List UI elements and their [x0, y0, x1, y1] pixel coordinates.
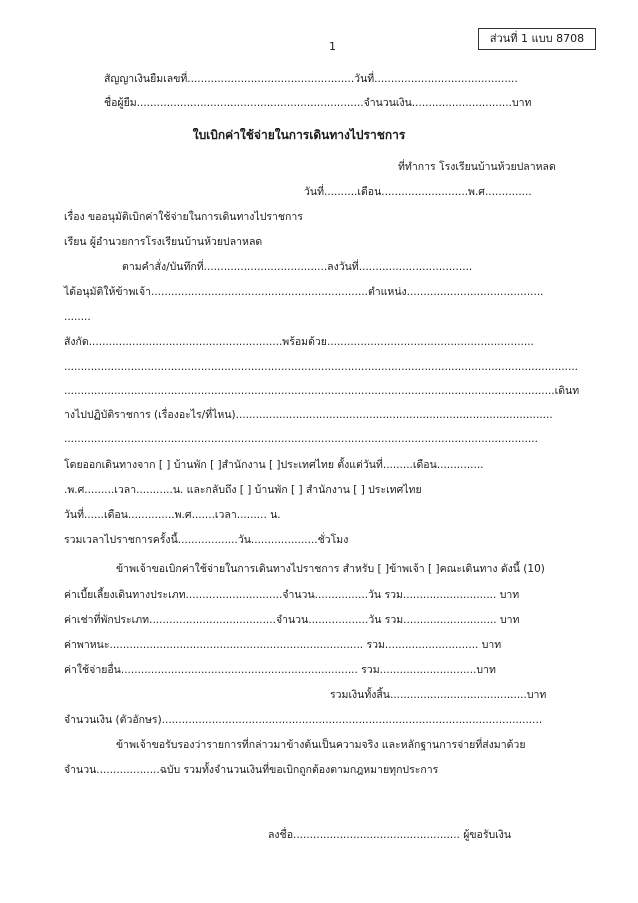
signature-line: ลงชื่อ.................................................. ผู้ขอรับเงิน — [268, 829, 512, 841]
transport-line: ค่าพาหนะ............................................................................ รวม............................ บาท — [64, 639, 502, 651]
companions-line-2: ...................................................................................................................................................เดินท — [64, 385, 580, 397]
salutation-line: เรียน ผู้อำนวยการโรงเรียนบ้านห้วยปลาหลด — [64, 236, 263, 248]
grand-total-line: รวมเงินทั้งสิ้น.........................................บาท — [330, 689, 547, 701]
lodging-line: ค่าเช่าที่พักประเภท......................................จำนวน..................วัน รวม............................ บาท — [64, 614, 520, 626]
return-date-line: วันที่......เดือน..............พ.ศ.......เวลา......... น. — [64, 509, 281, 521]
return-line: .พ.ศ.........เวลา...........น. และกลับถึง [ ] บ้านพัก [ ] สำนักงาน [ ] ประเทศไทย — [64, 484, 422, 496]
form-part-label: ส่วนที่ 1 แบบ 8708 — [478, 28, 596, 50]
approval-cont-line: ........ — [64, 311, 91, 323]
claim-intro-line: ข้าพเจ้าขอเบิกค่าใช้จ่ายในการเดินทางไปราชการ สำหรับ [ ]ข้าพเจ้า [ ]คณะเดินทาง ดังนี้ (10) — [116, 563, 545, 575]
page-number: 1 — [329, 40, 336, 53]
documents-count-line: จำนวน...................ฉบับ รวมทั้งจำนวนเงินที่ขอเบิกถูกต้องตามกฎหมายทุกประการ — [64, 764, 439, 776]
date-line: วันที่..........เดือน..........................พ.ศ.............. — [304, 186, 532, 198]
other-expense-line: ค่าใช้จ่ายอื่น....................................................................... รวม.............................บาท — [64, 664, 496, 676]
loan-contract-line: สัญญาเงินยืมเลขที่..................................................วันที่........................................... — [104, 73, 518, 85]
allowance-line: ค่าเบี้ยเลี้ยงเดินทางประเภท.............................จำนวน................วัน รวม............................ บาท — [64, 589, 520, 601]
purpose-line: างไปปฏิบัติราชการ (เรื่องอะไร/ที่ไหน)............................................................................................... — [64, 409, 553, 421]
form-title: ใบเบิกค่าใช้จ่ายในการเดินทางไปราชการ — [192, 128, 406, 142]
borrower-line: ชื่อผู้ยืม....................................................................จำนวนเงิน..............................บาท — [104, 97, 532, 109]
departure-line: โดยออกเดินทางจาก [ ] บ้านพัก [ ]สำนักงาน [ ]ประเทศไทย ตั้งแต่วันที่.........เดือน.............. — [64, 459, 484, 471]
affiliation-line: สังกัด..........................................................พร้อมด้วย.............................................................. — [64, 336, 534, 348]
companions-line-1: .......................................................................................................................................................... — [64, 361, 578, 373]
amount-in-words-line: จำนวนเงิน (ตัวอักษร).................................................................................................................. — [64, 714, 543, 726]
approval-line: ได้อนุมัติให้ข้าพเจ้า.................................................................ตำแหน่ง......................................... — [64, 286, 544, 298]
certification-line: ข้าพเจ้าขอรับรองว่ารายการที่กล่าวมาข้างต้นเป็นความจริง และหลักฐานการจ่ายที่ส่งมาด้วย — [116, 739, 526, 751]
order-ref-line: ตามคำสั่ง/บันทึกที่.....................................ลงวันที่.................................. — [122, 261, 473, 273]
purpose-cont-line: .............................................................................................................................................. — [64, 433, 538, 445]
total-time-line: รวมเวลาไปราชการครั้งนี้..................วัน....................ชั่วโมง — [64, 534, 349, 546]
office-line: ที่ทำการ โรงเรียนบ้านห้วยปลาหลด — [398, 161, 556, 173]
subject-line: เรื่อง ขออนุมัติเบิกค่าใช้จ่ายในการเดินทางไปราชการ — [64, 211, 303, 223]
